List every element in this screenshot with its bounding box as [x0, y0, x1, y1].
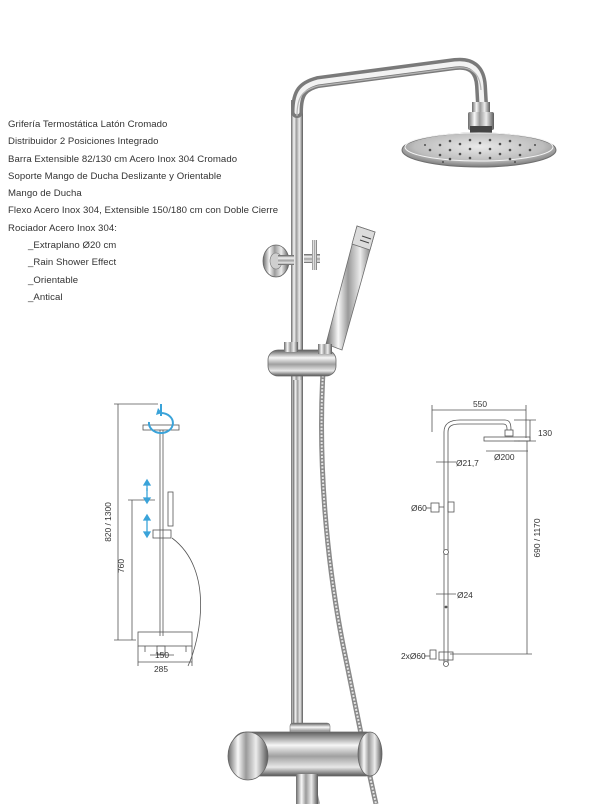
spec-subline: _Extraplano Ø20 cm: [28, 240, 117, 252]
dim-head-diameter: Ø200: [494, 452, 515, 462]
dim-width-base: 285: [154, 664, 168, 674]
spec-subline: _Orientable: [28, 274, 79, 286]
thermostatic-mixer: [228, 732, 382, 804]
spec-subline: _Antical: [28, 291, 63, 303]
extension-arrow-icon: [144, 480, 150, 537]
spec-line: Distribuidor 2 Posiciones Integrado: [8, 136, 159, 148]
spec-line: Rociador Acero Inox 304:: [8, 222, 117, 234]
right-technical-drawing: [424, 405, 536, 667]
dim-valve-diameter: 2xØ60: [401, 651, 426, 661]
spec-line: Grifería Termostática Latón Cromado: [8, 119, 168, 130]
dim-width-small: 150: [155, 650, 169, 660]
dim-support-diameter: Ø60: [411, 503, 427, 513]
rain-shower-head: [402, 133, 556, 167]
dim-arm-width: 550: [473, 399, 487, 409]
dim-bar-diameter: Ø24: [457, 590, 473, 600]
spec-line: Flexo Acero Inox 304, Extensible 150/180 cm con Doble Cierre: [8, 205, 279, 217]
dim-height-lower: 760: [116, 559, 126, 573]
dim-tube-diameter: Ø21,7: [456, 458, 479, 468]
spec-line: Barra Extensible 82/130 cm Acero Inox 304 Cromado: [8, 153, 238, 165]
spec-line: Mango de Ducha: [8, 188, 82, 200]
left-technical-drawing: [114, 404, 201, 666]
spec-line: Soporte Mango de Ducha Deslizante y Orientable: [8, 170, 222, 182]
spec-subline: _Rain Shower Effect: [28, 257, 117, 269]
dim-head-drop: 130: [538, 428, 552, 438]
dim-bar-height: 690 / 1170: [532, 518, 542, 558]
dim-height-total: 820 / 1300: [103, 502, 113, 542]
hand-shower: [326, 226, 375, 350]
